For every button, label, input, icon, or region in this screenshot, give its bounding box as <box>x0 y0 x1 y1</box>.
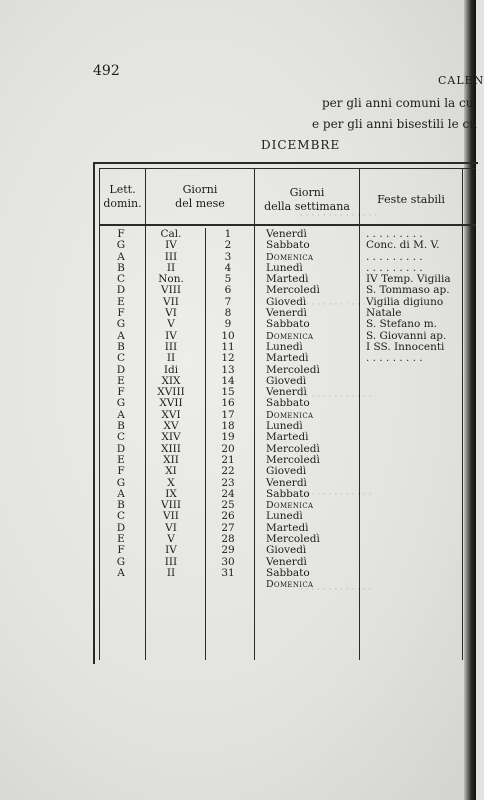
weekday-cell: Martedì <box>266 431 309 444</box>
day-number-cell: 17 <box>221 408 235 421</box>
day-number-cell: 11 <box>221 340 235 353</box>
feast-cell: S. Stefano m. <box>366 318 437 331</box>
feast-cell: . . . . . . . . . <box>366 250 423 263</box>
roman-date-cell: VII <box>163 510 179 523</box>
dominical-letter-cell: D <box>116 442 126 455</box>
weekday-cell: Domenica <box>266 330 314 342</box>
bleed-through-text: · · · · · · · · · · · · · <box>300 300 372 310</box>
dominical-letter-cell: D <box>116 284 126 297</box>
column-day-numbers <box>213 229 243 579</box>
day-number-cell: 1 <box>224 228 232 240</box>
dominical-letter-cell: A <box>117 250 125 263</box>
header-text: Giorni <box>182 183 218 196</box>
weekday-cell: Sabbato <box>266 566 310 579</box>
dominical-letter-cell: G <box>116 397 126 410</box>
feast-cell: Natale <box>366 307 402 320</box>
day-number-cell: 27 <box>221 521 235 534</box>
bleed-through-text: · · · · · · · · · · · · · <box>300 490 372 500</box>
weekday-cell: Giovedì <box>266 295 307 308</box>
weekday-cell: Mercoledì <box>266 533 320 546</box>
running-head: CALEN <box>438 74 484 87</box>
weekday-cell: Martedì <box>266 521 309 534</box>
weekday-cell: Martedì <box>266 352 309 365</box>
weekday-cell: Lunedì <box>266 340 303 353</box>
dominical-letter-cell: B <box>117 420 125 433</box>
dominical-letter-cell: C <box>116 352 126 365</box>
day-number-cell: 24 <box>221 487 235 500</box>
roman-date-cell: XVII <box>159 397 183 410</box>
roman-date-cell: XIV <box>161 431 181 444</box>
weekday-cell: Venerdì <box>266 555 307 568</box>
day-number-cell: 7 <box>224 295 232 308</box>
roman-date-cell: X <box>167 476 175 489</box>
day-number-cell: 12 <box>221 352 235 365</box>
column-rule <box>254 168 255 660</box>
day-number-cell: 23 <box>221 476 235 489</box>
dominical-letter-cell: E <box>117 453 125 466</box>
weekday-cell: Mercoledì <box>266 453 320 466</box>
feast-cell: IV Temp. Vigilia <box>366 273 451 286</box>
day-number-cell: 21 <box>221 453 235 466</box>
roman-date-cell: XIX <box>161 374 181 387</box>
roman-date-cell: Non. <box>158 273 184 286</box>
roman-date-cell: IV <box>165 544 177 557</box>
weekday-cell: Mercoledì <box>266 363 320 376</box>
dominical-letter-cell: A <box>117 329 125 342</box>
day-number-cell: 3 <box>224 250 232 263</box>
weekday-cell: Sabbato <box>266 318 310 331</box>
dominical-letter-cell: F <box>117 465 125 478</box>
roman-date-cell: III <box>164 555 178 568</box>
weekday-cell: Giovedì <box>266 544 307 557</box>
dominical-letter-cell: G <box>116 239 126 252</box>
weekday-cell: Domenica <box>266 251 314 263</box>
dominical-letter-cell: F <box>117 307 125 320</box>
column-rule <box>145 168 146 660</box>
dominical-letter-cell: C <box>116 510 126 523</box>
column-dominical-letters <box>107 229 135 579</box>
dominical-letter-cell: D <box>116 363 126 376</box>
bleed-through-text: · · · · · · · · · · · · · <box>300 392 372 402</box>
roman-date-cell: V <box>167 318 175 331</box>
roman-date-cell: VI <box>165 521 177 534</box>
day-number-cell: 4 <box>224 261 232 274</box>
roman-date-cell: II <box>166 261 176 274</box>
roman-date-cell: XI <box>165 465 177 478</box>
dominical-letter-cell: G <box>116 318 126 331</box>
weekday-cell: Domenica <box>266 409 314 421</box>
day-number-cell: 16 <box>221 397 235 410</box>
roman-date-cell: IV <box>165 239 177 252</box>
dominical-letter-cell: C <box>116 273 126 286</box>
day-number-cell: 8 <box>224 307 232 320</box>
dominical-letter-cell: A <box>117 566 125 579</box>
weekday-cell: Mercoledì <box>266 442 320 455</box>
header-text: Giorni <box>289 186 325 199</box>
feast-cell: I SS. Innocenti <box>366 340 445 353</box>
day-number-cell: 25 <box>221 499 235 512</box>
day-number-cell: 13 <box>221 363 235 376</box>
table-inner-left-rule <box>99 168 100 660</box>
dominical-letter-cell: F <box>117 544 125 557</box>
roman-date-cell: XVIII <box>157 386 185 399</box>
roman-date-cell: XII <box>163 453 179 466</box>
feast-cell: . . . . . . . . . <box>366 228 423 240</box>
dominical-letter-cell: E <box>117 533 125 546</box>
dominical-letter-cell: G <box>116 555 126 568</box>
weekday-cell: Domenica <box>266 579 314 591</box>
column-feste-stabili <box>366 229 466 365</box>
dominical-letter-cell: A <box>117 487 125 500</box>
day-number-cell: 14 <box>221 374 235 387</box>
month-title: DICEMBRE <box>261 138 341 152</box>
header-divider <box>99 224 476 226</box>
day-number-cell: 29 <box>221 544 235 557</box>
roman-date-cell: XIII <box>161 442 181 455</box>
header-giorni-settimana <box>255 186 359 214</box>
day-number-cell: 10 <box>221 329 235 342</box>
roman-date-cell: VII <box>163 295 179 308</box>
roman-date-cell: VIII <box>160 284 182 297</box>
dominical-letter-cell: A <box>117 408 125 421</box>
dominical-letter-cell: E <box>117 295 125 308</box>
weekday-cell: Sabbato <box>266 397 310 410</box>
weekday-cell: Venerdì <box>266 476 307 489</box>
roman-date-cell: VI <box>165 307 177 320</box>
roman-date-cell: XVI <box>161 408 181 421</box>
header-text: domin. <box>103 197 142 210</box>
roman-date-cell: III <box>164 250 178 263</box>
page-number: 492 <box>93 63 120 79</box>
roman-date-cell: IV <box>165 329 177 342</box>
weekday-cell: Mercoledì <box>266 284 320 297</box>
weekday-cell: Venerdì <box>266 307 307 320</box>
dominical-letter-cell: C <box>116 431 126 444</box>
feast-cell: Conc. di M. V. <box>366 239 440 252</box>
weekday-cell: Lunedì <box>266 420 303 433</box>
day-number-cell: 26 <box>221 510 235 523</box>
day-number-cell: 19 <box>221 431 235 444</box>
day-number-cell: 15 <box>221 386 235 399</box>
feast-cell: S. Tommaso ap. <box>366 284 450 297</box>
roman-date-cell: Cal. <box>160 228 182 240</box>
dominical-letter-cell: E <box>117 374 125 387</box>
day-number-cell: 20 <box>221 442 235 455</box>
roman-date-cell: II <box>166 566 176 579</box>
day-number-cell: 28 <box>221 533 235 546</box>
dominical-letter-cell: D <box>116 521 126 534</box>
header-feste-stabili: Feste stabili <box>377 193 445 206</box>
weekday-cell: Sabbato <box>266 487 310 500</box>
roman-date-cell: IX <box>165 487 177 500</box>
day-number-cell: 2 <box>224 239 232 252</box>
dominical-letter-cell: B <box>117 340 125 353</box>
day-number-cell: 5 <box>224 273 232 286</box>
subtitle-line-2: e per gli anni bisestili le cu <box>312 117 477 131</box>
day-number-cell: 30 <box>221 555 235 568</box>
bleed-through-text: · · · · · · · · · · · · · · <box>300 211 378 221</box>
dominical-letter-cell: F <box>117 228 125 240</box>
weekday-cell: Giovedì <box>266 374 307 387</box>
roman-date-cell: V <box>167 533 175 546</box>
bleed-through-text: · · · · · · · · · · · · · <box>300 585 372 595</box>
weekday-cell: Martedì <box>266 273 309 286</box>
column-rule <box>205 228 206 660</box>
header-text: della settimana <box>264 200 350 213</box>
header-lett-domin <box>100 183 145 211</box>
roman-date-cell: III <box>164 340 178 353</box>
day-number-cell: 31 <box>221 566 235 579</box>
weekday-cell: Venerdì <box>266 386 307 399</box>
weekday-cell: Venerdì <box>266 228 307 240</box>
dominical-letter-cell: G <box>116 476 126 489</box>
feast-cell: . . . . . . . . . <box>366 261 423 274</box>
day-number-cell: 22 <box>221 465 235 478</box>
day-number-cell: 9 <box>224 318 232 331</box>
roman-date-cell: XV <box>163 420 179 433</box>
column-rule <box>359 168 360 660</box>
weekday-cell: Sabbato <box>266 239 310 252</box>
roman-date-cell: VIII <box>160 499 182 512</box>
header-text: Lett. <box>109 183 136 196</box>
dominical-letter-cell: F <box>117 386 125 399</box>
day-number-cell: 18 <box>221 420 235 433</box>
column-weekdays <box>266 229 356 591</box>
weekday-cell: Lunedì <box>266 261 303 274</box>
header-giorni-del-mese <box>146 183 254 211</box>
subtitle-line-1: per gli anni comuni la cu <box>322 96 474 110</box>
dominical-letter-cell: B <box>117 499 125 512</box>
table-inner-top-rule <box>99 168 476 169</box>
weekday-cell: Domenica <box>266 500 314 512</box>
feast-cell: . . . . . . . . . <box>366 352 423 365</box>
header-text: del mese <box>175 197 225 210</box>
column-roman-dates <box>152 229 190 579</box>
feast-cell: S. Giovanni ap. <box>366 329 447 342</box>
feast-cell: Vigilia digiuno <box>366 295 444 308</box>
weekday-cell: Giovedì <box>266 465 307 478</box>
weekday-cell: Lunedì <box>266 510 303 523</box>
roman-date-cell: Idi <box>163 363 179 376</box>
roman-date-cell: II <box>166 352 176 365</box>
dominical-letter-cell: B <box>117 261 125 274</box>
day-number-cell: 6 <box>224 284 232 297</box>
